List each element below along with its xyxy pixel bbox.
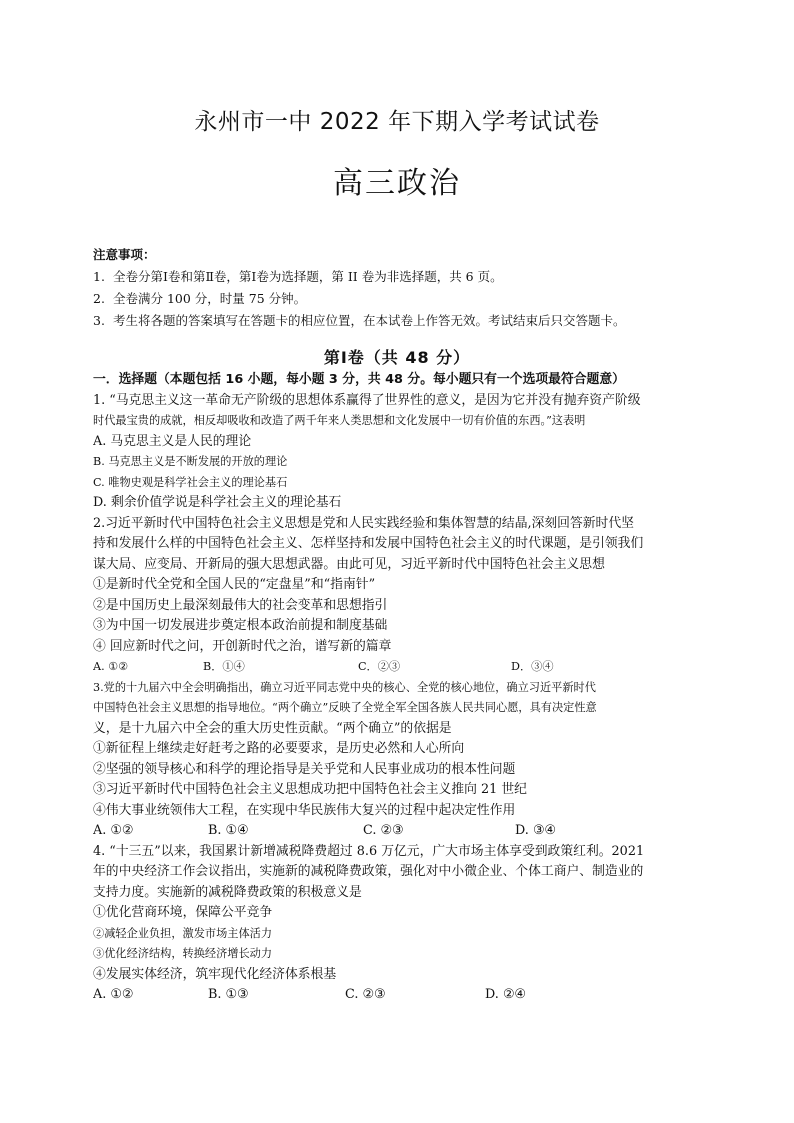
q1-option: A. 马克思主义是人民的理论 <box>93 433 252 449</box>
q3-statement: ①新征程上继续走好赶考之路的必要要求，是历史必然和人心所向 <box>93 741 465 756</box>
notes-heading: 注意事项： <box>93 247 156 262</box>
q4-choices <box>93 985 705 1006</box>
q3-stem-line: 义，是十九届六中全会的重大历史性贡献。“两个确立”的依据是 <box>93 720 452 736</box>
q4-stem-line: 4. “十三五”以来，我国累计新增减税降费超过 8.6 万亿元，广大市场主体享受到政策红利。2021 <box>93 843 645 859</box>
q4-choice: B. ①③ <box>208 987 249 1002</box>
note-number: 1. <box>93 269 105 284</box>
q1-option: D. 剩余价值学说是科学社会主义的理论基石 <box>93 495 342 510</box>
note-text: 全卷满分 100 分，时量 75 分钟。 <box>113 291 307 306</box>
q4-statement: ②减轻企业负担，激发市场主体活力 <box>93 926 273 940</box>
q3-statement: ②坚强的领导核心和科学的理论指导是关乎党和人民事业成功的根本性问题 <box>93 761 516 777</box>
q4-statement: ①优化营商环境，保障公平竞争 <box>93 905 273 920</box>
q2-statement: ③为中国一切发展进步奠定根本政治前提和制度基础 <box>93 618 388 633</box>
q2-choice: B．①④ <box>203 660 245 673</box>
q2-statement: ①是新时代全党和全国人民的“定盘星”和“指南针” <box>93 577 376 592</box>
q3-statement: ③习近平新时代中国特色社会主义思想成功把中国特色社会主义推向 21 世纪 <box>93 782 527 797</box>
section-title: 第Ⅰ卷（共 48 分） <box>323 348 471 367</box>
q3-stem-line: 3.党的十九届六中全会明确指出，确立习近平同志党中央的核心、全党的核心地位，确立习近平新时代 <box>93 680 596 694</box>
q2-statement: ④ 回应新时代之问，开创新时代之治，谱写新的篇章 <box>93 638 392 654</box>
q2-choices <box>93 657 705 678</box>
q3-choice: B. ①④ <box>208 823 249 838</box>
note-item <box>93 310 713 332</box>
q4-stem-line: 支持力度。实施新的减税降费政策的积极意义是 <box>93 884 362 900</box>
q3-choice: A. ①② <box>93 823 134 838</box>
q3-choice: C. ②③ <box>363 823 404 838</box>
exam-title: 永州市一中 2022 年下期入学考试试卷 <box>194 109 600 135</box>
q2-stem-line: 谋大局、应变局、开新局的强大思想武器。由此可见，习近平新时代中国特色社会主义思想 <box>93 556 605 572</box>
q1-option: B. 马克思主义是不断发展的开放的理论 <box>93 455 288 468</box>
note-text: 考生将各题的答案填写在答题卡的相应位置，在本试卷上作答无效。考试结束后只交答题卡。 <box>113 313 626 328</box>
q2-choice: C．②③ <box>358 660 401 673</box>
q1-stem-line: 时代最宝贵的成就，相反却吸收和改造了两千年来人类思想和文化发展中一切有价值的东西。”这表明 <box>93 414 586 427</box>
note-number: 2. <box>93 291 105 306</box>
notes-block <box>93 244 713 332</box>
note-item <box>93 266 713 288</box>
q2-statement: ②是中国历史上最深刻最伟大的社会变革和思想指引 <box>93 597 388 613</box>
q4-choice: A. ①② <box>93 987 134 1002</box>
q4-statement: ④发展实体经济，筑牢现代化经济体系根基 <box>93 966 337 982</box>
q4-statement: ③优化经济结构，转换经济增长动力 <box>93 947 273 960</box>
q2-stem-line: 持和发展什么样的中国特色社会主义、怎样坚持和发展中国特色社会主义的时代课题，是引领我们 <box>93 536 644 551</box>
q3-choice: D. ③④ <box>515 823 556 838</box>
note-text: 全卷分第Ⅰ卷和第Ⅱ卷，第Ⅰ卷为选择题，第 II 卷为非选择题，共 6 页。 <box>113 269 503 284</box>
questions-body <box>93 370 705 1006</box>
q1-option: C. 唯物史观是科学社会主义的理论基石 <box>93 475 288 489</box>
q4-stem-line: 年的中央经济工作会议指出，实施新的减税降费政策，强化对中小微企业、个体工商户、制造业的 <box>93 864 644 879</box>
q1-stem-line: 1. “马克思主义这一革命无产阶级的思想体系赢得了世界性的意义，是因为它并没有抛弃资产阶级 <box>93 392 641 408</box>
note-number: 3. <box>93 313 105 328</box>
note-item <box>93 288 713 310</box>
q4-choice: C. ②③ <box>345 987 386 1002</box>
q2-choice: D．③④ <box>511 660 554 673</box>
q3-choices <box>93 821 705 842</box>
q4-choice: D. ②④ <box>485 987 526 1002</box>
exam-subject: 高三政治 <box>333 166 461 201</box>
q3-statement: ④伟大事业统领伟大工程，在实现中华民族伟大复兴的过程中起决定性作用 <box>93 802 516 818</box>
q2-choice: A. ①② <box>93 660 129 673</box>
part-one-heading: 一．选择题（本题包括 16 小题，每小题 3 分，共 48 分。每小题只有一个选项最符合题意） <box>93 372 625 387</box>
q3-stem-line: 中国特色社会主义思想的指导地位。“两个确立”反映了全党全军全国各族人民共同心愿，具有决定性意 <box>93 701 597 714</box>
q2-stem-line: 2.习近平新时代中国特色社会主义思想是党和人民实践经验和集体智慧的结晶,深刻回答新时代坚 <box>93 515 634 531</box>
